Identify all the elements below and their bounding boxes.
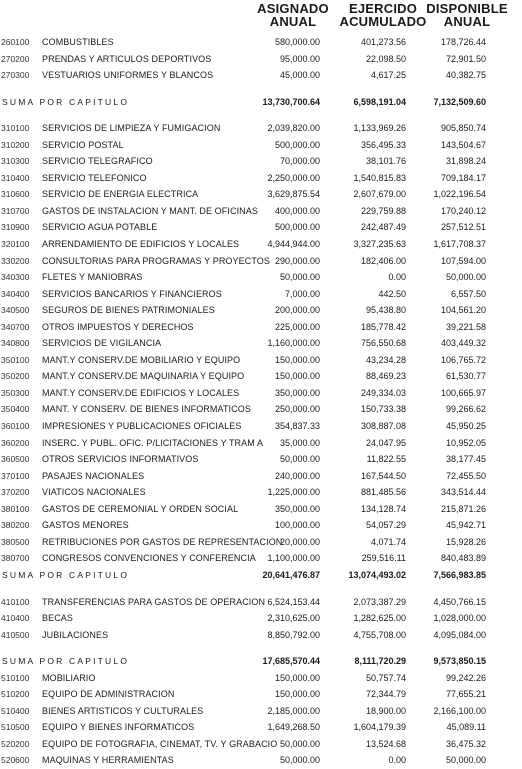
table-row <box>0 401 500 418</box>
account-code: 340400 <box>1 288 30 299</box>
account-description: EQUIPO DE FOTOGRAFIA, CINEMAT, TV. Y GRABACIO <box>42 738 278 749</box>
asignado-value: 2,039,820.00 <box>267 123 320 134</box>
account-description: IMPRESIONES Y PUBLICACIONES OFICIALES <box>42 421 242 432</box>
table-row <box>0 170 500 187</box>
ejercido-value: 38,101.76 <box>365 156 406 167</box>
table-row <box>0 501 500 518</box>
ejercido-value: 185,778.42 <box>360 321 406 332</box>
account-description: MANT. Y CONSERV. DE BIENES INFORMATICOS <box>42 404 251 415</box>
disponible-value: 45,950.25 <box>445 421 486 432</box>
ejercido-value: 134,128.74 <box>360 503 406 514</box>
asignado-value: 3,629,875.54 <box>267 189 320 200</box>
asignado-value: 50,000.00 <box>279 454 320 465</box>
account-code: 510500 <box>1 722 30 733</box>
header-disponible-anual <box>412 2 522 28</box>
ejercido-value: 13,524.68 <box>365 738 406 749</box>
ejercido-value: 88,469.23 <box>365 371 406 382</box>
account-code: 410500 <box>1 629 30 640</box>
ejercido-value: 1,604,179.39 <box>353 722 406 733</box>
account-code: 340300 <box>1 272 30 283</box>
account-code: 350400 <box>1 404 30 415</box>
disponible-value: 170,240.12 <box>440 205 486 216</box>
account-code: 520200 <box>1 738 30 749</box>
ejercido-value: 0.00 <box>388 272 406 283</box>
account-code: 310900 <box>1 222 30 233</box>
asignado-value: 290,000.00 <box>274 255 320 266</box>
disponible-value: 178,726.44 <box>440 37 486 47</box>
ejercido-value: 18,900.00 <box>365 705 406 716</box>
account-code: 360100 <box>1 421 30 432</box>
account-description: BIENES ARTISTICOS Y CULTURALES <box>42 705 204 716</box>
account-code: 350300 <box>1 387 30 398</box>
disponible-value: 2,166,100.00 <box>433 705 486 716</box>
table-row <box>0 736 500 753</box>
asignado-value: 1,649,268.50 <box>267 722 320 733</box>
disponible-value: 840,483.89 <box>440 553 486 564</box>
table-row <box>0 610 500 627</box>
account-description: FLETES Y MANIOBRAS <box>42 272 143 283</box>
asignado-value: 20,000.00 <box>279 536 320 547</box>
table-row <box>0 120 500 137</box>
account-description: EQUIPO DE ADMINISTRACION <box>42 689 175 700</box>
table-row <box>0 137 500 154</box>
account-code: 350100 <box>1 354 30 365</box>
ejercido-value: 229,759.88 <box>360 205 406 216</box>
account-code: 310200 <box>1 139 30 150</box>
account-description: COMBUSTIBLES <box>42 37 114 47</box>
account-code: 380100 <box>1 503 30 514</box>
account-description: RETRIBUCIONES POR GASTOS DE REPRESENTACION <box>42 536 283 547</box>
account-description: SERVICIO DE ENERGIA ELECTRICA <box>42 189 199 200</box>
account-description: JUBILACIONES <box>42 629 109 640</box>
table-row <box>0 719 500 736</box>
account-description: EQUIPO Y BIENES INFORMATICOS <box>42 722 195 733</box>
row-spacer <box>0 584 500 594</box>
table-row <box>0 153 500 170</box>
disponible-value: 4,095,084.00 <box>433 629 486 640</box>
account-code: 410100 <box>1 596 30 607</box>
account-description: TRANSFERENCIAS PARA GASTOS DE OPERACION <box>42 596 266 607</box>
table-row <box>0 703 500 720</box>
account-description: SERVICIO POSTAL <box>42 139 124 150</box>
table-row <box>0 435 500 452</box>
table-row <box>0 517 500 534</box>
ejercido-value: 442.50 <box>378 288 406 299</box>
disponible-value: 100,665.97 <box>440 387 486 398</box>
disponible-value: 50,000.00 <box>445 272 486 283</box>
asignado-value: 7,000.00 <box>284 288 320 299</box>
table-row <box>0 484 500 501</box>
table-row <box>0 627 500 644</box>
account-description: MANT.Y CONSERV.DE MOBILIARIO Y EQUIPO <box>42 354 241 365</box>
asignado-value: 225,000.00 <box>274 321 320 332</box>
account-description: OTROS SERVICIOS INFORMATIVOS <box>42 454 199 465</box>
disponible-value: 1,022,196.54 <box>433 189 486 200</box>
table-header <box>0 0 508 34</box>
asignado-value: 50,000.00 <box>279 272 320 283</box>
table-row <box>0 67 500 84</box>
account-description: SERVICIOS BANCARIOS Y FINANCIEROS <box>42 288 222 299</box>
account-description: SERVICIOS DE LIMPIEZA Y FUMIGACION <box>42 123 221 134</box>
ejercido-value: 43,234.28 <box>365 354 406 365</box>
account-description: SERVICIO AGUA POTABLE <box>42 222 158 233</box>
account-code: 260100 <box>1 37 30 47</box>
table-row <box>0 451 500 468</box>
disponible-value: 15,928.26 <box>445 536 486 547</box>
asignado-value: 13,730,700.64 <box>262 96 320 107</box>
ejercido-value: 24,047.95 <box>365 437 406 448</box>
disponible-value: 106,765.72 <box>440 354 486 365</box>
table-row <box>0 550 500 567</box>
account-description: GASTOS DE INSTALACION Y MANT. DE OFICINAS <box>42 205 258 216</box>
account-code: 340800 <box>1 338 30 349</box>
asignado-value: 100,000.00 <box>274 520 320 531</box>
asignado-value: 150,000.00 <box>274 354 320 365</box>
account-code: 370100 <box>1 470 30 481</box>
account-code: 310300 <box>1 156 30 167</box>
ejercido-value: 756,550.68 <box>360 338 406 349</box>
disponible-value: 4,450,766.15 <box>433 596 486 607</box>
table-row <box>0 219 500 236</box>
account-code: 310400 <box>1 172 30 183</box>
table-row <box>0 670 500 687</box>
account-code: 360200 <box>1 437 30 448</box>
account-code: 270200 <box>1 53 30 64</box>
disponible-value: 107,594.00 <box>440 255 486 266</box>
asignado-value: 1,160,000.00 <box>267 338 320 349</box>
header-ejercido-label: EJERCIDO ACUMULADO <box>339 1 427 29</box>
disponible-value: 1,617,708.37 <box>433 239 486 250</box>
asignado-value: 250,000.00 <box>274 404 320 415</box>
account-code: 510200 <box>1 689 30 700</box>
ejercido-value: 249,334.03 <box>360 387 406 398</box>
disponible-value: 10,952.05 <box>445 437 486 448</box>
ejercido-value: 6,598,191.04 <box>353 96 406 107</box>
asignado-value: 20,641,476.87 <box>262 569 320 580</box>
table-row <box>0 286 500 303</box>
table-row <box>0 319 500 336</box>
ejercido-value: 4,071.74 <box>370 536 406 547</box>
table-row <box>0 203 500 220</box>
account-code: 380700 <box>1 553 30 564</box>
account-description: VIATICOS NACIONALES <box>42 487 146 498</box>
chapter-total-label: SUMA POR CAPITULO <box>2 96 130 107</box>
ejercido-value: 8,111,720.29 <box>354 656 406 667</box>
asignado-value: 70,000.00 <box>279 156 320 167</box>
disponible-value: 39,221.58 <box>445 321 486 332</box>
account-code: 310100 <box>1 123 30 134</box>
asignado-value: 2,250,000.00 <box>267 172 320 183</box>
disponible-value: 45,089.11 <box>446 722 486 733</box>
ejercido-value: 259,516.11 <box>361 553 406 564</box>
disponible-value: 215,871.26 <box>440 503 486 514</box>
disponible-value: 403,449.32 <box>440 338 486 349</box>
table-row <box>0 236 500 253</box>
disponible-value: 104,561.20 <box>440 305 486 316</box>
account-description: INSERC. Y PUBL. OFIC. P/LICITACIONES Y TRAM A <box>42 437 264 448</box>
ejercido-value: 4,755,708.00 <box>353 629 406 640</box>
account-code: 350200 <box>1 371 30 382</box>
table-row <box>0 686 500 703</box>
header-asignado-label: ASIGNADO ANUAL <box>257 1 329 29</box>
asignado-value: 8,850,792.00 <box>267 629 320 640</box>
ejercido-value: 1,282,625.00 <box>353 613 406 624</box>
ejercido-value: 54,057.29 <box>365 520 406 531</box>
row-spacer <box>0 110 500 120</box>
account-description: PASAJES NACIONALES <box>42 470 145 481</box>
disponible-value: 7,566,983.85 <box>433 569 486 580</box>
asignado-value: 150,000.00 <box>274 689 320 700</box>
ejercido-value: 11,822.55 <box>366 454 406 465</box>
asignado-value: 354,837.33 <box>274 421 320 432</box>
disponible-value: 36,475.32 <box>445 738 486 749</box>
table-row <box>0 253 500 270</box>
account-code: 370200 <box>1 487 30 498</box>
ejercido-value: 1,133,969.26 <box>353 123 406 134</box>
table-row <box>0 51 500 68</box>
disponible-value: 6,557.50 <box>450 288 486 299</box>
disponible-value: 99,266.62 <box>445 404 486 415</box>
account-code: 310600 <box>1 189 30 200</box>
asignado-value: 350,000.00 <box>274 387 320 398</box>
table-row <box>0 385 500 402</box>
ejercido-value: 2,607,679.00 <box>353 189 406 200</box>
disponible-value: 72,901.50 <box>445 53 486 64</box>
asignado-value: 200,000.00 <box>274 305 320 316</box>
table-row <box>0 594 500 611</box>
account-description: GASTOS DE CEREMONIAL Y ORDEN SOCIAL <box>42 503 239 514</box>
disponible-value: 257,512.51 <box>440 222 486 233</box>
asignado-value: 50,000.00 <box>279 755 320 766</box>
table-row <box>0 335 500 352</box>
ejercido-value: 50,757.74 <box>365 672 406 683</box>
disponible-value: 31,898.24 <box>445 156 486 167</box>
row-spacer <box>0 84 500 94</box>
ejercido-value: 1,540,815.83 <box>353 172 406 183</box>
ejercido-value: 881,485.56 <box>360 487 406 498</box>
ejercido-value: 3,327,235.63 <box>353 239 406 250</box>
disponible-value: 61,530.77 <box>445 371 486 382</box>
account-description: MAQUINAS Y HERRAMIENTAS <box>42 755 174 766</box>
chapter-total-row <box>0 94 500 111</box>
table-row <box>0 534 500 551</box>
asignado-value: 2,185,000.00 <box>267 705 320 716</box>
account-code: 510100 <box>1 672 30 683</box>
account-description: SERVICIO TELEFONICO <box>42 172 147 183</box>
disponible-value: 343,514.44 <box>440 487 486 498</box>
account-description: ARRENDAMIENTO DE EDIFICIOS Y LOCALES <box>42 239 240 250</box>
disponible-value: 709,184.17 <box>440 172 486 183</box>
ejercido-value: 401,273.56 <box>360 37 406 47</box>
account-description: SERVICIOS DE VIGILANCIA <box>42 338 162 349</box>
asignado-value: 6,524,153.44 <box>267 596 320 607</box>
account-description: SERVICIO TELEGRAFICO <box>42 156 153 167</box>
asignado-value: 400,000.00 <box>274 205 320 216</box>
chapter-total-label: SUMA POR CAPITULO <box>2 569 130 580</box>
asignado-value: 45,000.00 <box>279 70 320 81</box>
asignado-value: 17,685,570.44 <box>262 656 320 667</box>
account-description: BECAS <box>42 613 74 624</box>
chapter-total-row <box>0 567 500 584</box>
account-description: CONSULTORIAS PARA PROGRAMAS Y PROYECTOS <box>42 255 270 266</box>
asignado-value: 2,310,625.00 <box>267 613 320 624</box>
header-disponible-label: DISPONIBLE ANUAL <box>426 1 508 29</box>
table-row <box>0 302 500 319</box>
table-row <box>0 752 500 769</box>
account-description: SEGUROS DE BIENES PATRIMONIALES <box>42 305 215 316</box>
account-description: MOBILIARIO <box>42 672 96 683</box>
disponible-value: 40,382.75 <box>445 70 486 81</box>
table-row <box>0 34 500 51</box>
disponible-value: 72,455.50 <box>445 470 486 481</box>
disponible-value: 45,942.71 <box>445 520 486 531</box>
account-description: MANT.Y CONSERV.DE EDIFICIOS Y LOCALES <box>42 387 240 398</box>
disponible-value: 50,000.00 <box>445 755 486 766</box>
ejercido-value: 2,073,387.29 <box>353 596 406 607</box>
account-description: GASTOS MENORES <box>42 520 129 531</box>
account-description: PRENDAS Y ARTICULOS DEPORTIVOS <box>42 53 212 64</box>
account-code: 380200 <box>1 520 30 531</box>
asignado-value: 240,000.00 <box>274 470 320 481</box>
table-row <box>0 352 500 369</box>
asignado-value: 500,000.00 <box>274 222 320 233</box>
disponible-value: 77,655.21 <box>445 689 486 700</box>
account-code: 330200 <box>1 255 30 266</box>
asignado-value: 150,000.00 <box>274 371 320 382</box>
chapter-total-row <box>0 653 500 670</box>
ejercido-value: 95,438.80 <box>365 305 406 316</box>
ejercido-value: 150,733.38 <box>360 404 406 415</box>
row-spacer <box>0 643 500 653</box>
disponible-value: 1,028,000.00 <box>433 613 486 624</box>
budget-table-body <box>0 34 500 769</box>
disponible-value: 7,132,509.60 <box>433 96 486 107</box>
table-row <box>0 418 500 435</box>
account-description: CONGRESOS CONVENCIONES Y CONFERENCIA <box>42 553 256 564</box>
ejercido-value: 72,344.79 <box>365 689 406 700</box>
account-code: 380500 <box>1 536 30 547</box>
disponible-value: 38,177.45 <box>445 454 486 465</box>
asignado-value: 50,000.00 <box>279 738 320 749</box>
disponible-value: 905,850.74 <box>440 123 486 134</box>
table-row <box>0 368 500 385</box>
asignado-value: 350,000.00 <box>274 503 320 514</box>
account-code: 320100 <box>1 239 30 250</box>
asignado-value: 580,000.00 <box>274 37 320 47</box>
account-description: MANT.Y CONSERV.DE MAQUINARIA Y EQUIPO <box>42 371 245 382</box>
account-code: 360500 <box>1 454 30 465</box>
table-row <box>0 186 500 203</box>
asignado-value: 4,944,944.00 <box>267 239 320 250</box>
ejercido-value: 356,495.33 <box>360 139 406 150</box>
ejercido-value: 182,406.00 <box>360 255 406 266</box>
disponible-value: 143,504.67 <box>440 139 486 150</box>
table-row <box>0 269 500 286</box>
account-code: 340700 <box>1 321 30 332</box>
account-code: 310700 <box>1 205 30 216</box>
ejercido-value: 0.00 <box>388 755 406 766</box>
ejercido-value: 22,098.50 <box>365 53 406 64</box>
account-description: OTROS IMPUESTOS Y DERECHOS <box>42 321 194 332</box>
chapter-total-label: SUMA POR CAPITULO <box>2 656 130 667</box>
account-code: 510400 <box>1 705 30 716</box>
ejercido-value: 308,887.08 <box>360 421 406 432</box>
ejercido-value: 13,074,493.02 <box>348 569 406 580</box>
account-code: 520600 <box>1 755 30 766</box>
account-code: 410400 <box>1 613 30 624</box>
table-row <box>0 468 500 485</box>
ejercido-value: 167,544.50 <box>360 470 406 481</box>
account-description: VESTUARIOS UNIFORMES Y BLANCOS <box>42 70 214 81</box>
ejercido-value: 242,487.49 <box>360 222 406 233</box>
asignado-value: 500,000.00 <box>274 139 320 150</box>
asignado-value: 150,000.00 <box>274 672 320 683</box>
ejercido-value: 4,617.25 <box>370 70 406 81</box>
asignado-value: 1,225,000.00 <box>267 487 320 498</box>
disponible-value: 9,573,850.15 <box>433 656 486 667</box>
disponible-value: 99,242.26 <box>445 672 486 683</box>
asignado-value: 35,000.00 <box>279 437 320 448</box>
asignado-value: 1,100,000.00 <box>267 553 320 564</box>
asignado-value: 95,000.00 <box>279 53 320 64</box>
account-code: 340500 <box>1 305 30 316</box>
account-code: 270300 <box>1 70 30 81</box>
